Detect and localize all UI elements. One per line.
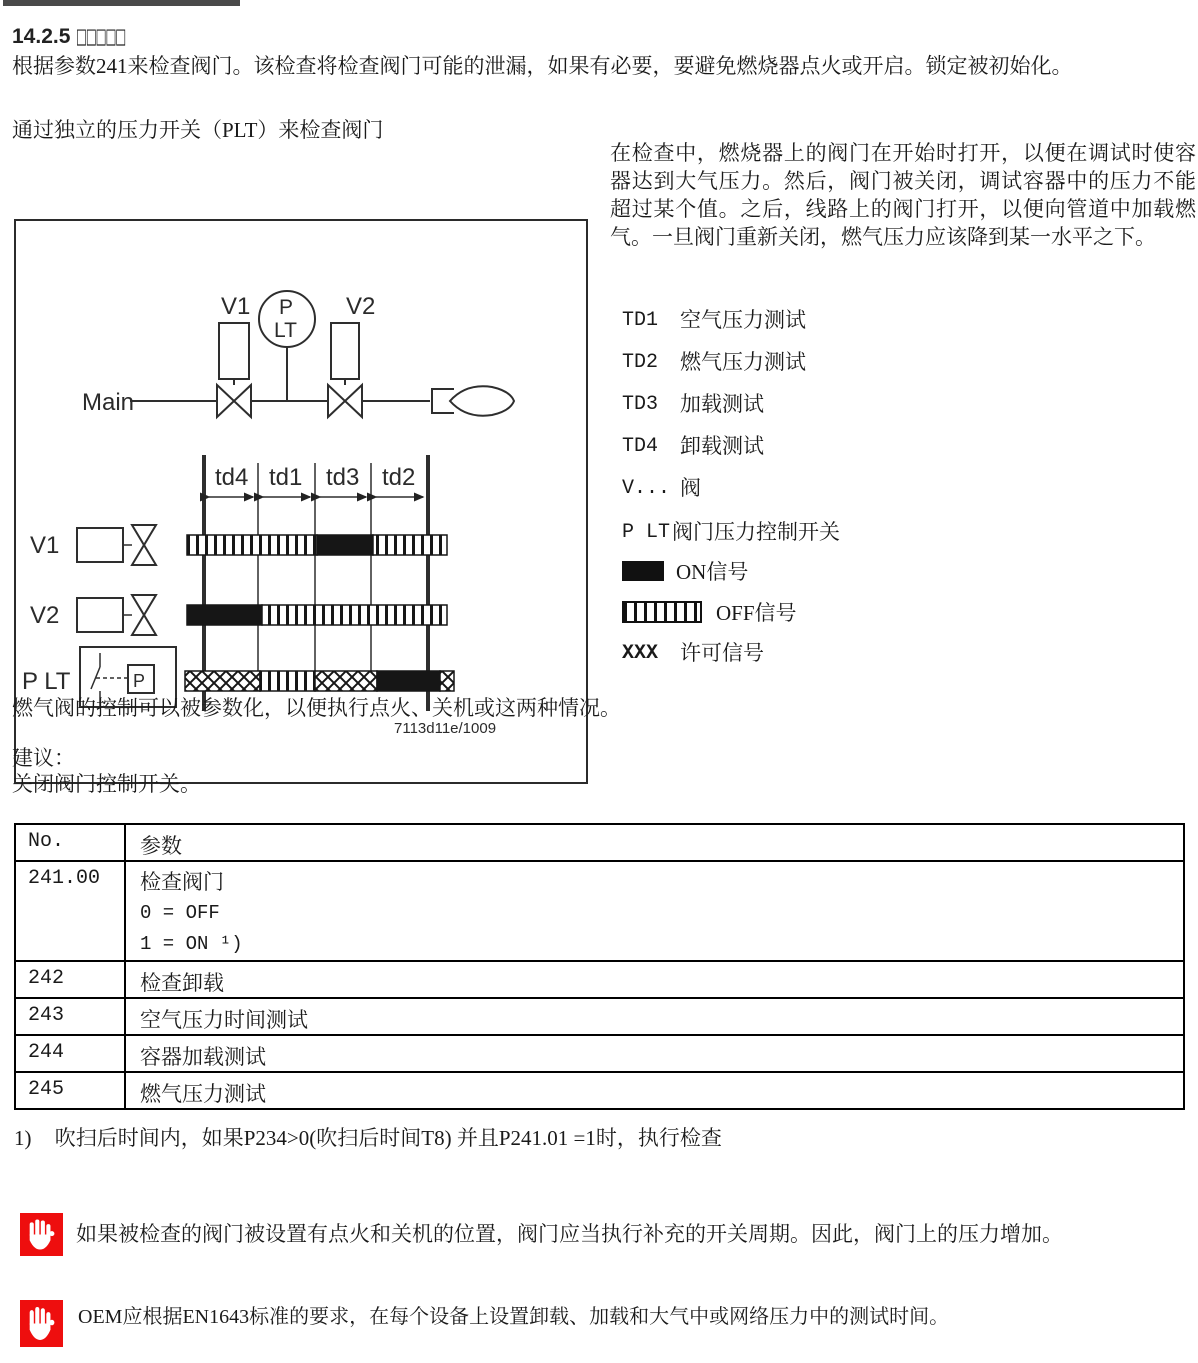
section-heading [12,24,165,49]
main-pipe-label: Main [82,389,135,416]
table-row [15,998,1184,1035]
cell-param: 燃气压力测试 [125,1072,1184,1109]
header-no: No. [15,824,125,861]
legend-desc-td1: 空气压力测试 [680,308,806,332]
legend-term-plt: P LT [622,521,671,544]
footnote-marker: 1) [14,1126,32,1150]
footnote [14,1124,722,1152]
interval-td3: td3 [326,464,360,491]
legend-term-td4: TD4 [622,435,659,458]
interval-td1: td1 [269,464,303,491]
plt-circle-p: P [279,296,294,319]
intro-paragraph: 根据参数241来检查阀门。该检查将检查阀门可能的泄漏，如果有必要，要避免燃烧器点火或开启。锁定被初始化。 [12,54,1073,78]
legend-term-td1: TD1 [622,309,659,332]
interval-td2: td2 [382,464,416,491]
legend-desc-td4: 卸载测试 [680,434,764,458]
cell-param: 容器加载测试 [125,1035,1184,1072]
cell-param: 检查卸载 [125,961,1184,998]
row-label-v2: V2 [30,602,60,629]
cell-no: 244 [15,1035,125,1072]
plt-circle-lt: LT [274,319,297,342]
table-header-row [15,824,1184,861]
parameter-table [14,823,1185,1110]
cell-no: 243 [15,998,125,1035]
off-signal-swatch [622,601,702,623]
cell-param: 空气压力时间测试 [125,998,1184,1035]
sub-heading: 通过独立的压力开关（PLT）来检查阀门 [12,118,384,142]
header-param: 参数 [125,824,1184,861]
param-line: 检查阀门 [140,870,224,894]
gas-valve-control-line: 燃气阀的控制可以被参数化，以便执行点火、关机或这两种情况。 [12,696,621,720]
section-number: 14.2.5 [12,25,71,48]
cell-param [125,861,1184,961]
cell-no: 245 [15,1072,125,1109]
legend-desc-v: 阀 [680,476,701,500]
section-title-missing-glyphs: □□□□□ [76,24,126,48]
permit-signal-label: 许可信号 [680,641,764,665]
table-row [15,1072,1184,1109]
param-line: 0 = OFF [140,902,220,924]
footnote-text: 吹扫后时间内，如果P234>0(吹扫后时间T8) 并且P241.01 =1时，执行检查 [54,1126,722,1150]
warning-note-1: 如果被检查的阀门被设置有点火和关机的位置，阀门应当执行补充的开关周期。因此，阀门上的压力增加。 [76,1222,1063,1246]
table-row [15,1035,1184,1072]
legend-desc-plt: 阀门压力控制开关 [672,520,840,544]
right-column-paragraph: 在检查中，燃烧器上的阀门在开始时打开，以便在调试时使容器达到大气压力。然后，阀门被关闭，调试容器中的压力不能超过某个值。之后，线路上的阀门打开，以便向管道中加载燃气。一旦阀门重新关闭，燃气压力应该降到某一水平之下。 [610,141,1196,249]
legend-term-td3: TD3 [622,393,659,416]
suggestion-text: 关闭阀门控制开关。 [12,772,201,796]
permit-signal-term: XXX [622,642,659,665]
parameter-table-wrap [14,823,1185,1110]
legend-desc-td2: 燃气压力测试 [680,350,806,374]
cell-no: 242 [15,961,125,998]
cell-no: 241.00 [15,861,125,961]
off-signal-label: OFF信号 [716,601,797,625]
row-label-v1: V1 [30,532,60,559]
on-signal-swatch [622,561,664,581]
figure-code: 7113d11e/1009 [394,720,497,737]
suggestion-label: 建议： [12,746,75,770]
pressure-switch-p: P [133,671,146,691]
legend-term-v: V... [622,477,671,500]
row-label-plt: P LT [22,668,71,695]
figure-v2-label: V2 [346,293,376,320]
warning-note-2: OEM应根据EN1643标准的要求，在每个设备上设置卸载、加载和大气中或网络压力中的测试时间。 [78,1306,950,1328]
stop-hand-icon [20,1213,63,1256]
legend-desc-td3: 加载测试 [680,392,764,416]
figure-v1-label: V1 [221,293,251,320]
top-partial-rule [3,0,240,6]
on-signal-label: ON信号 [676,560,749,584]
table-row [15,861,1184,961]
legend-term-td2: TD2 [622,351,659,374]
stop-hand-icon [20,1300,63,1347]
param-line: 1 = ON ¹) [140,933,243,955]
interval-td4: td4 [215,464,249,491]
table-row [15,961,1184,998]
